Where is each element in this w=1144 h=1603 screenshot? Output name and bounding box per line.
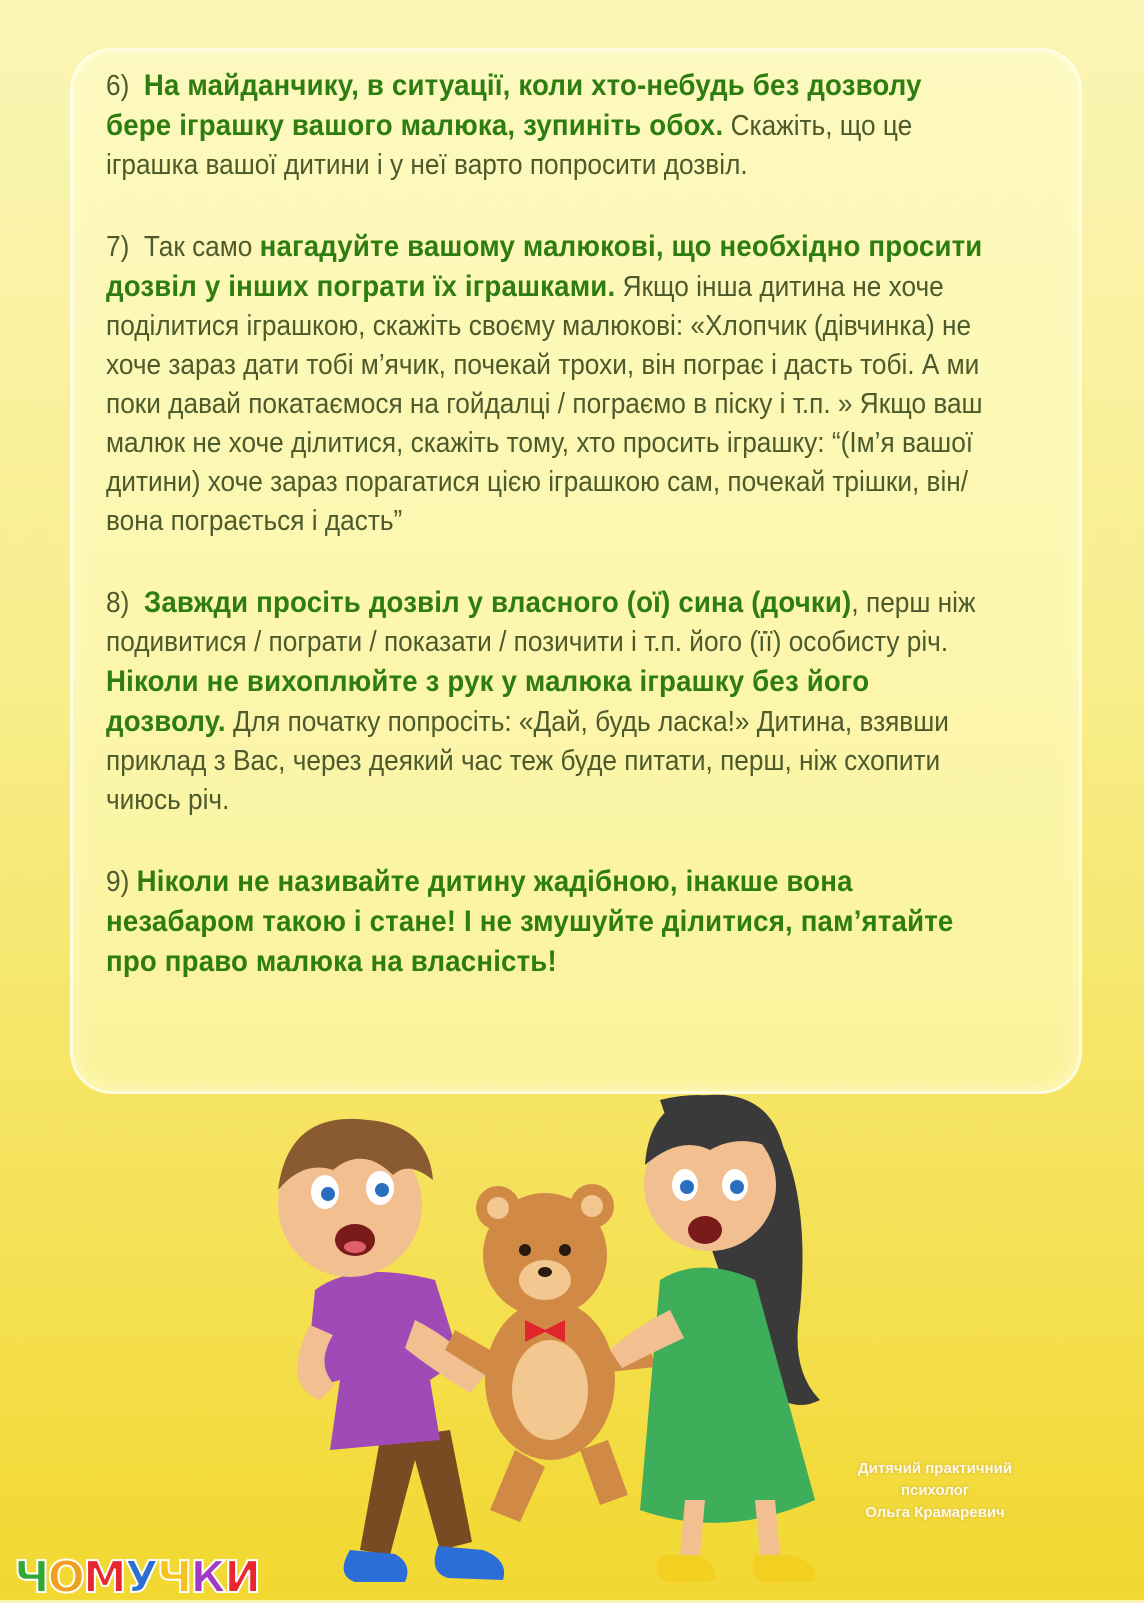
tip-bold: Завжди просіть дозвіл у власного (ої) сина (дочки) — [143, 586, 852, 619]
tip-number: 9) — [106, 866, 130, 898]
logo-letter: О — [47, 1552, 83, 1603]
credit-line: Ольга Крамаревич — [865, 1504, 1005, 1521]
tip-bold-2: Ніколи не вихоплюйте з рук у малюка іграшку без його дозволу. — [106, 665, 870, 738]
logo-letter: К — [190, 1552, 225, 1603]
tip-text: Якщо інша дитина не хоче поділитися іграшкою, скажіть своєму малюкові: «Хлопчик (дівчинка) не хоче зараз дати тобі м’ячик, почекай трохи, він пограє і дасть тобі. А ми поки давай покатаємося на гойдалці / пограємо в піску і т.п. » Якщо ваш малюк не хоче ділитися, скажіть тому, хто просить іграшку: “(Ім’я вашої дитини) хоче зараз порагатися цією іграшкою сам, почекай трішки, він/ вона пограється і дасть” — [106, 271, 983, 537]
tips-list — [106, 66, 989, 1024]
kids-tugging-teddy-illustration — [240, 1080, 880, 1600]
tip-bold: нагадуйте вашому малюкові, що необхідно просити дозвіл у інших пограти їх іграшками. — [106, 230, 983, 303]
tip-text: , перш ніж подивитися / пограти / показати / позичити і т.п. його (її) особисту річ. — [106, 587, 976, 658]
tip-9 — [106, 862, 989, 982]
tip-lead: Так само — [143, 231, 253, 263]
tip-number: 8) — [106, 587, 130, 619]
tip-bold: Ніколи не називайте дитину жадібною, інакше вона незабаром такою і стане! І не змушуйте ділитися, пам’ятайте про право малюка на власність! — [106, 865, 954, 978]
tip-8 — [106, 583, 989, 820]
tip-number: 6) — [106, 70, 130, 102]
chomuchky-logo — [14, 1552, 259, 1603]
tip-number: 7) — [106, 231, 130, 263]
tip-bold: На майданчику, в ситуації, коли хто-небудь без дозволу бере іграшку вашого малюка, зупиніть обох. — [106, 69, 922, 142]
logo-letter: Ч — [14, 1552, 48, 1603]
logo-letter: М — [82, 1552, 125, 1603]
logo-letter: И — [224, 1552, 260, 1603]
logo-letter: У — [124, 1552, 157, 1603]
girl-figure — [610, 1095, 820, 1583]
credit-line: Дитячий практичний — [857, 1460, 1013, 1477]
tip-6 — [106, 66, 989, 185]
tip-text: Скажіть, що це іграшка вашої дитини і у неї варто попросити дозвіл. — [106, 110, 913, 181]
credit-line: психолог — [900, 1482, 970, 1499]
author-credit — [820, 1458, 1050, 1524]
tip-7 — [106, 227, 989, 541]
tip-text-2: Для початку попросіть: «Дай, будь ласка!» Дитина, взявши приклад з Вас, через деякий час теж буде питати, перш, ніж схопити чиюсь річ. — [106, 706, 949, 816]
logo-letter: Ч — [156, 1552, 191, 1603]
